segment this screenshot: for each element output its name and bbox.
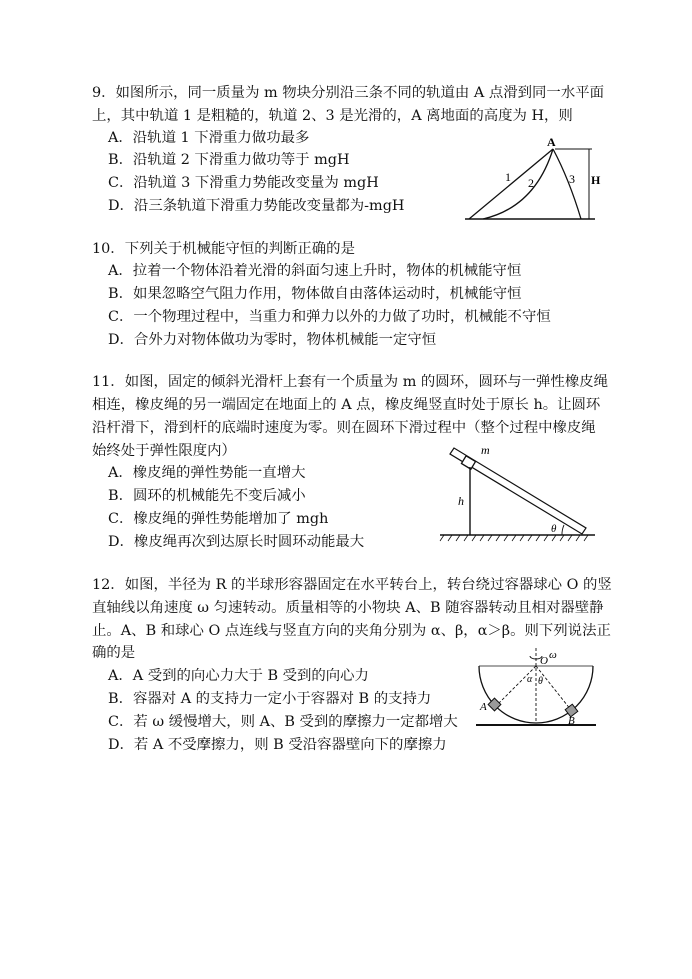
q11-option-c: C．橡皮绳的弹性势能增加了 mgh [108, 511, 329, 527]
q9-stem-line-1: 9．如图所示，同一质量为 m 物块分别沿三条不同的轨道由 A 点滑到同一水平面 [92, 85, 604, 101]
q11-stem-line-1: 11．如图，固定的倾斜光滑杆上套有一个质量为 m 的圆环，圆环与一弹性橡皮绳 [92, 374, 608, 390]
label-track-1: 1 [505, 170, 511, 184]
q12-hemisphere-diagram [472, 646, 612, 728]
label-h: h [458, 494, 464, 508]
q11-option-b: B．圆环的机械能先不变后减小 [108, 488, 306, 504]
ground-hatching [440, 535, 588, 541]
q12-option-a: A．A 受到的向心力大于 B 受到的向心力 [108, 668, 369, 684]
q11-stem-line-3: 沿杆滑下，滑到杆的底端时速度为零。则在圆环下滑过程中（整个过程中橡皮绳 [92, 420, 596, 436]
line-o-to-a [496, 666, 536, 706]
angle-arc [562, 525, 564, 535]
q9-option-a: A．沿轨道 1 下滑重力做功最多 [108, 130, 310, 146]
q10-option-d: D．合外力对物体做功为零时，物体机械能一定守恒 [108, 332, 437, 348]
q9-stem-line-2: 上，其中轨道 1 是粗糙的，轨道 2、3 是光滑的，A 离地面的高度为 H，则 [92, 108, 573, 124]
label-b: B [568, 715, 575, 727]
q12-option-c: C．若 ω 缓慢增大，则 A、B 受到的摩擦力一定都增大 [108, 714, 458, 730]
label-h: H [591, 173, 601, 187]
q10-stem: 10．下列关于机械能守恒的判断正确的是 [92, 241, 355, 257]
q12-option-b: B．容器对 A 的支持力一定小于容器对 B 的支持力 [108, 691, 432, 707]
label-m: m [481, 443, 490, 457]
track-3 [553, 149, 581, 219]
q11-stem-line-4: 始终处于弹性限度内） [92, 443, 236, 459]
q11-rod-diagram [440, 444, 600, 544]
label-omega: ω [549, 649, 557, 661]
q11-stem-line-2: 相连，橡皮绳的另一端固定在地面上的 A 点，橡皮绳竖直时处于原长 h。让圆环 [92, 397, 601, 413]
q9-option-c: C．沿轨道 3 下滑重力势能改变量为 mgH [108, 175, 379, 191]
q9-option-b: B．沿轨道 2 下滑重力做功等于 mgH [108, 152, 350, 168]
q9-option-d: D．沿三条轨道下滑重力势能改变量都为-mgH [108, 198, 405, 214]
label-track-2: 2 [528, 176, 534, 190]
q10-option-c: C．一个物理过程中，当重力和弹力以外的力做了功时，机械能不守恒 [108, 309, 551, 325]
q12-stem-line-1: 12．如图，半径为 R 的半球形容器固定在水平转台上，转台绕过容器球心 O 的竖 [92, 577, 612, 593]
q10-option-a: A．拉着一个物体沿着光滑的斜面匀速上升时，物体的机械能守恒 [108, 263, 522, 279]
label-track-3: 3 [569, 172, 575, 186]
label-o: O [540, 655, 548, 667]
q10-option-b: B．如果忽略空气阻力作用，物体做自由落体运动时，机械能守恒 [108, 286, 522, 302]
q12-stem-line-3: 止。A、B 和球心 O 点连线与竖直方向的夹角分别为 α、β，α＞β。则下列说法正 [92, 623, 611, 639]
label-alpha: α [527, 674, 533, 685]
label-theta: θ [551, 523, 557, 535]
label-a: A [547, 135, 556, 149]
line-o-to-b [536, 666, 571, 710]
label-beta: θ [538, 676, 543, 687]
label-a: A [480, 701, 487, 713]
q12-stem-line-4: 确的是 [92, 645, 136, 661]
q11-option-d: D．橡皮绳再次到达原长时圆环动能最大 [108, 534, 365, 550]
q12-option-d: D．若 A 不受摩擦力，则 B 受沿容器壁向下的摩擦力 [108, 737, 447, 753]
q12-stem-line-2: 直轴线以角速度 ω 匀速转动。质量相等的小物块 A、B 随容器转动且相对器壁静 [92, 600, 604, 616]
q9-track-diagram [465, 135, 605, 225]
track-2 [483, 149, 553, 219]
q11-option-a: A．橡皮绳的弹性势能一直增大 [108, 465, 306, 481]
